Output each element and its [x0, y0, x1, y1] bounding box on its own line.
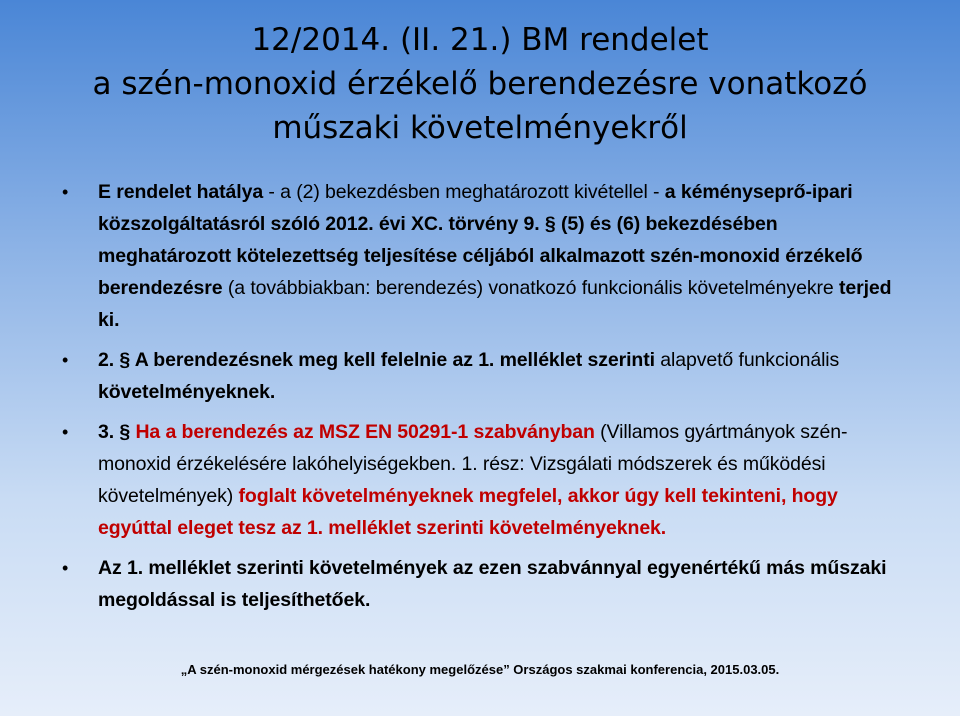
title-line-2: a szén-monoxid érzékelő berendezésre vonatkozó — [92, 66, 868, 102]
bullet-item-equivalence — [62, 552, 892, 616]
slide-footer: „A szén-monoxid mérgezések hatékony megelőzése” Országos szakmai konferencia, 2015.03.05. — [180, 662, 780, 677]
bullet-text: követelményeknek. — [98, 381, 276, 403]
bullet-text: Az 1. melléklet szerinti követelmények az ezen szabvánnyal egyenértékű más műszaki megoldással is teljesíthetőek. — [98, 557, 887, 611]
slide-content — [62, 176, 892, 624]
bullet-icon: • — [62, 558, 69, 578]
bullet-icon: • — [62, 350, 69, 370]
title-line-1: 12/2014. (II. 21.) BM rendelet — [251, 22, 709, 58]
bullet-text: 3. § — [98, 421, 136, 443]
bullet-text: 2. § A berendezésnek meg kell felelnie az 1. melléklet szerinti — [98, 349, 655, 371]
bullet-text: Ha a berendezés az MSZ EN 50291-1 szabványban — [135, 421, 595, 443]
bullet-item-section-2 — [62, 344, 892, 408]
bullet-item-scope — [62, 176, 892, 336]
bullet-text: - a (2) bekezdésben meghatározott kivétellel - — [263, 181, 665, 203]
bullet-text: alapvető funkcionális — [654, 349, 840, 371]
title-line-3: műszaki követelményekről — [272, 110, 688, 146]
bullet-icon: • — [62, 182, 69, 202]
bullet-text: a kéményseprő-ipari közszolgáltatásról szóló 2012. évi XC. törvény 9. § (5) és (6) bekezdésében meghatározott kötelezettség teljesítése céljából alkalmazott szén-monoxid érzékelő berendezésre — [98, 181, 863, 299]
bullet-list — [62, 176, 892, 616]
bullet-text: (Villamos gyártmányok szén-monoxid érzékelésére lakóhelyiségekben. 1. rész: Vizsgálati módszerek és működési követelmények) — [98, 421, 848, 507]
slide-title — [0, 18, 960, 150]
bullet-text: terjed ki. — [98, 277, 892, 331]
bullet-icon: • — [62, 422, 69, 442]
bullet-item-section-3 — [62, 416, 892, 544]
bullet-text: foglalt követelményeknek megfelel, akkor úgy kell tekinteni, hogy egyúttal eleget tesz az 1. melléklet szerinti követelményeknek. — [98, 485, 838, 539]
bullet-text: (a továbbiakban: berendezés) vonatkozó funkcionális követelményekre — [222, 277, 839, 299]
bullet-text: E rendelet hatálya — [98, 181, 264, 203]
